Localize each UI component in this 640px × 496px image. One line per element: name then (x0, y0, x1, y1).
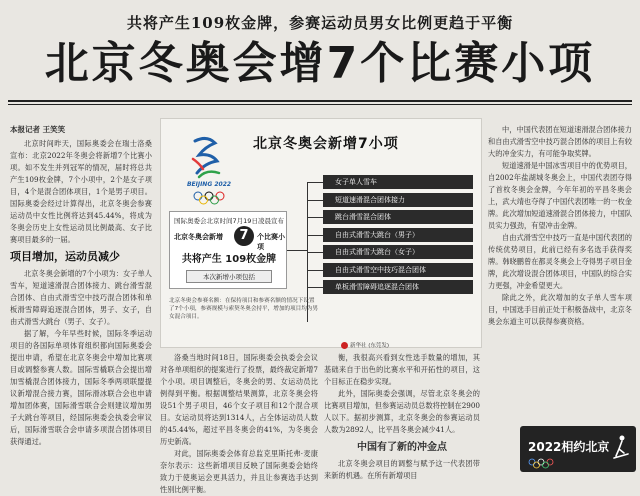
infographic-title: 北京冬奥会新增7小项 (253, 136, 399, 152)
paragraph: 自由式滑雪空中技巧一直是中国代表团的传统优势项目，此前已经有多名选手获得奖牌。韩晓鹏曾在都灵冬奥会上夺得男子项目金牌，此次增设混合团体项目，中国队的综合实力更强，冲金希望更大。 (488, 233, 632, 290)
right-column (488, 124, 632, 422)
corner-badge (520, 426, 636, 472)
event-item: 单板滑雪障碍追逐混合团体 (323, 280, 473, 294)
announcement-text: 个比赛小项 (257, 233, 285, 251)
byline: 本报记者 王笑笑 (10, 125, 66, 134)
paragraph: 据了解，今年早些时候，国际冬季运动项目的各国际单项体育组织都向国际奥委会提出申请，希望在北京冬奥会中增加比赛项目或调整参赛人数。国际雪橇联合会提出增加雪橇混合团体接力，国际冬季两项联盟提议新增混合接力赛，国际滑冰联合会也申请增加团体赛，国际滑雪联合会则建议增加男子大跳台等项目，经国际奥委会执委会审议后，国际滑雪联合会申请多项混合团体项目获得通过。 (10, 329, 152, 446)
paragraph: 除此之外，此次增加的女子单人雪车项目，中国选手目前正处于积极备战中，北京冬奥会东道主可以获得参赛资格。 (488, 293, 632, 326)
corner-badge-text: 2022相约北京 (528, 440, 610, 454)
paragraph: 北京时间昨天，国际奥委会在瑞士洛桑宣布：北京2022年冬奥会将新增7个比赛小项。如不发生并列冠军的情况，届时将总共产生109枚金牌，7个小项中，2个是女子项目，4个是混合团体项目，1个是男子项目。国际奥委会经过计算得出，北京冬奥会参赛运动员中女性比例将达到45.44%，将成为冬奥会历史上女性运动员比例最高、女子比赛项目最多的一届。 (10, 139, 152, 244)
announcement-box (169, 211, 287, 289)
kicker-headline: 共将产生109枚金牌，参赛运动员男女比例更趋于平衡 (126, 14, 514, 32)
agency-logo-icon (341, 342, 348, 349)
skier-icon (612, 434, 630, 460)
olympic-emblem-icon (185, 133, 227, 185)
paragraph: 衡，我很高兴看到女性选手数量的增加，其基础来自于出色的比赛水平和开拓性的项目，这个目标正在稳步实现。 (324, 353, 480, 386)
infographic-credit (341, 341, 389, 349)
middle-column (160, 352, 318, 494)
event-item: 女子单人雪车 (323, 175, 473, 189)
left-column (10, 124, 152, 474)
count-badge: 7 (234, 226, 254, 246)
event-item: 自由式滑雪大跳台（女子） (323, 245, 473, 259)
paragraph: 短道速滑是中国冰雪项目中的优势项目，自2002年盐湖城冬奥会上，中国代表团夺得了首枚冬奥会金牌，今年年初的平昌冬奥会上，武大靖也夺得了中国代表团唯一的一枚金牌。此次增加短道速滑混合团体接力，中国队员实力强劲，有望冲击金牌。 (488, 161, 632, 230)
event-item: 短道速滑混合团体接力 (323, 193, 473, 207)
paragraph: 北京冬奥会项目的调整与赋予这一代表团带来新的机遇。在所有新增项目 (324, 459, 480, 480)
event-item: 跳台滑雪混合团体 (323, 210, 473, 224)
middle-right-column (324, 352, 480, 480)
event-item: 自由式滑雪大跳台（男子） (323, 228, 473, 242)
event-list (323, 175, 473, 298)
olympic-rings-icon (193, 191, 225, 205)
headline-rule (8, 100, 632, 102)
events-label: 本次新增小项包括 (186, 270, 272, 283)
paragraph: 中，中国代表团在短道速滑混合团体接力和自由式滑雪空中技巧混合团体的项目上有较大的冲金实力，有可能争取奖牌。 (488, 125, 632, 158)
infographic-note: 北京冬奥会参赛名额：在保持项目和参赛名额的情况下设置了7个小项，参赛规模与索契冬奥会持平，增加的项目均为男女混合项目。 (169, 298, 318, 320)
credit-text: 新华社 (东莞发) (350, 343, 390, 349)
paragraph: 洛桑当地时间18日，国际奥委会执委会会议对各单项组织的提案进行了投票，最终裁定新增7个小项。项目调整后，冬奥会的男、女运动员比例得到平衡。根据调整结果测算，北京冬奥会将设51个男子项目，46个女子项目和12个混合项目。女运动员将达到1314人，占全体运动员人数的45.44%，超过平昌冬奥会的41%，为冬奥会历史新高。 (160, 353, 318, 446)
main-headline: 北京冬奥会增7个比赛小项 (44, 38, 596, 89)
infographic (160, 118, 482, 348)
section-subhead: 中国有了新的冲金点 (357, 442, 447, 453)
paragraph: 此外，国际奥委会强调，尽管北京冬奥会的比赛项目增加，但参赛运动员总数将控制在2900人以下。据初步测算，北京冬奥会的参赛运动员人数为2892人，比平昌冬奥会减少41人。 (324, 389, 480, 434)
olympic-rings-icon (528, 458, 554, 468)
event-item: 自由式滑雪空中技巧混合团体 (323, 263, 473, 277)
section-subhead: 项目增加，运动员减少 (10, 250, 120, 263)
announcement-line: 国际奥委会北京时间7月19日凌晨宣布 (174, 217, 284, 225)
paragraph: 北京冬奥会新增的7个小项为：女子单人雪车，短道速滑混合团体接力、跳台滑雪混合团体、自由式滑雪空中技巧混合团体和单板滑雪障碍追逐混合团体，男子、女子，自由式滑雪大跳台（男子、女子）。 (10, 269, 152, 326)
paragraph: 对此，国际奥委会体育总监克里斯托弗·麦康奈尔表示：这些新增项目反映了国际奥委会始终致力于使奥运会更具活力，并且让参赛选手达到性别比例平衡。 (160, 449, 318, 494)
headline-rule-thin (8, 104, 632, 105)
announcement-text: 北京冬奥会新增 (174, 233, 223, 241)
emblem-caption: BEIJING 2022 (186, 181, 232, 188)
gold-medal-count: 共将产生 109枚金牌 (181, 254, 277, 265)
connector-line (287, 250, 307, 251)
